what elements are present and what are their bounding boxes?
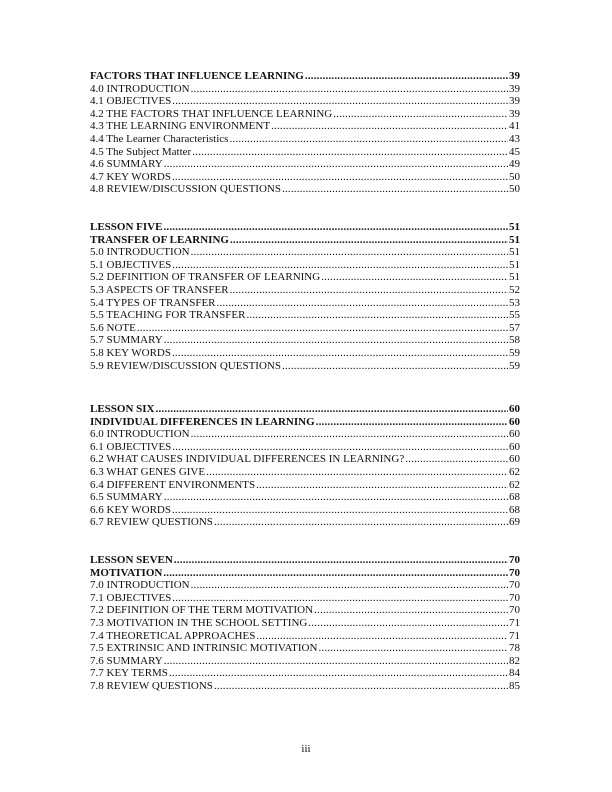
toc-entry-title: 6.4 DIFFERENT ENVIRONMENTS	[90, 478, 256, 491]
toc-entry-title: 5.7 SUMMARY	[90, 334, 163, 347]
toc-entry-page: 55	[509, 309, 520, 322]
dot-leader	[246, 309, 508, 322]
toc-entry-page: 62	[509, 465, 520, 478]
toc-entry-title: LESSON SIX	[90, 403, 155, 415]
dot-leader	[214, 680, 508, 693]
toc-entry-page: 51	[509, 258, 520, 271]
toc-entry-page: 62	[509, 478, 520, 491]
toc-entry[interactable]	[90, 171, 520, 184]
toc-entry-title: 5.0 INTRODUCTION	[90, 246, 190, 259]
toc-entry-page: 70	[509, 579, 520, 592]
dot-leader	[314, 604, 508, 617]
toc-entry-title: 5.2 DEFINITION OF TRANSFER OF LEARNING	[90, 271, 321, 284]
toc-entry-title: 4.5 The Subject Matter	[90, 145, 192, 158]
dot-leader	[318, 642, 508, 655]
dot-leader	[206, 466, 508, 479]
toc-entry[interactable]	[90, 592, 520, 605]
toc-entry-title: 4.7 KEY WORDS	[90, 170, 171, 183]
dot-leader	[164, 158, 508, 171]
toc-entry-title: 4.1 OBJECTIVES	[90, 95, 172, 108]
toc-entry[interactable]	[90, 334, 520, 347]
toc-entry[interactable]	[90, 667, 520, 680]
dot-leader	[282, 183, 508, 196]
toc-entry-title: 7.2 DEFINITION OF THE TERM MOTIVATION	[90, 604, 314, 617]
toc-entry-title: 5.8 KEY WORDS	[90, 346, 171, 359]
toc-section	[90, 554, 520, 693]
toc-entry[interactable]	[90, 259, 520, 272]
toc-entry-title: 7.0 INTRODUCTION	[90, 579, 190, 592]
toc-entry-title: LESSON FIVE	[90, 221, 163, 233]
dot-leader	[172, 259, 508, 272]
toc-entry-page: 60	[509, 440, 520, 453]
toc-entry[interactable]	[90, 491, 520, 504]
dot-leader	[172, 347, 508, 360]
toc-section	[90, 403, 520, 529]
toc-entry-title: 5.3 ASPECTS OF TRANSFER	[90, 283, 229, 296]
toc-entry-page: 70	[509, 566, 520, 579]
toc-entry-title: 7.5 EXTRINSIC AND INTRINSIC MOTIVATION	[90, 642, 318, 655]
toc-entry-title: 7.8 REVIEW QUESTIONS	[90, 679, 213, 692]
toc-entry-page: 69	[509, 516, 520, 529]
toc-entry-page: 53	[509, 296, 520, 309]
toc-entry[interactable]	[90, 83, 520, 96]
dot-leader	[316, 416, 508, 429]
dot-leader	[156, 403, 508, 416]
toc-entry-title: MOTIVATION	[90, 566, 163, 579]
toc-entry-page: 60	[509, 415, 520, 428]
dot-leader	[172, 592, 508, 605]
dot-leader	[405, 453, 508, 466]
toc-entry-page: 51	[509, 271, 520, 284]
dot-leader	[271, 120, 508, 133]
toc-entry-page: 70	[509, 604, 520, 617]
toc-entry-title: 5.4 TYPES OF TRANSFER	[90, 296, 216, 309]
dot-leader	[172, 171, 508, 184]
toc-entry[interactable]	[90, 95, 520, 108]
toc-entry[interactable]	[90, 642, 520, 655]
toc-entry-title: 6.7 REVIEW QUESTIONS	[90, 516, 213, 529]
dot-leader	[229, 133, 508, 146]
toc-entry-page: 60	[509, 403, 520, 415]
dot-leader	[308, 617, 508, 630]
toc-entry-page: 60	[509, 428, 520, 441]
toc-entry-page: 70	[509, 591, 520, 604]
toc-entry-title: 4.8 REVIEW/DISCUSSION QUESTIONS	[90, 183, 281, 196]
dot-leader	[164, 334, 508, 347]
toc-entry-page: 50	[509, 170, 520, 183]
toc-entry-title: 7.1 OBJECTIVES	[90, 591, 172, 604]
toc-entry-title: 6.1 OBJECTIVES	[90, 440, 172, 453]
toc-entry[interactable]	[90, 554, 520, 567]
toc-entry-title: 5.6 NOTE	[90, 321, 136, 334]
dot-leader	[163, 221, 508, 234]
dot-leader	[230, 284, 508, 297]
dot-leader	[282, 360, 508, 373]
dot-leader	[163, 567, 508, 580]
toc-entry-page: 49	[509, 158, 520, 171]
toc-entry[interactable]	[90, 504, 520, 517]
dot-leader	[164, 491, 508, 504]
toc-entry[interactable]	[90, 297, 520, 310]
toc-entry-page: 39	[509, 82, 520, 95]
toc-entry-page: 39	[509, 107, 520, 120]
dot-leader	[191, 83, 508, 96]
toc-entry-page: 51	[509, 233, 520, 246]
toc-entry-page: 82	[509, 654, 520, 667]
dot-leader	[137, 322, 508, 335]
dot-leader	[172, 441, 508, 454]
toc-entry-title: 4.4 The Learner Characteristics	[90, 132, 229, 145]
toc-entry-title: 4.6 SUMMARY	[90, 158, 163, 171]
toc-entry-page: 39	[509, 95, 520, 108]
toc-entry[interactable]	[90, 120, 520, 133]
toc-entry[interactable]	[90, 183, 520, 196]
toc-entry[interactable]	[90, 309, 520, 322]
toc-entry-page: 59	[509, 359, 520, 372]
toc-section	[90, 221, 520, 372]
toc-entry-page: 60	[509, 453, 520, 466]
toc-entry[interactable]	[90, 630, 520, 643]
toc-entry-title: 6.2 WHAT CAUSES INDIVIDUAL DIFFERENCES IN LEARNING?	[90, 453, 405, 466]
toc-entry-title: 7.7 KEY TERMS	[90, 667, 168, 680]
toc-entry-title: 5.9 REVIEW/DISCUSSION QUESTIONS	[90, 359, 281, 372]
toc-entry-page: 57	[509, 321, 520, 334]
dot-leader	[172, 95, 508, 108]
toc-entry-title: FACTORS THAT INFLUENCE LEARNING	[90, 70, 304, 82]
toc-entry[interactable]	[90, 655, 520, 668]
toc-entry-page: 71	[509, 616, 520, 629]
toc-entry-title: 6.3 WHAT GENES GIVE	[90, 465, 206, 478]
toc-entry-title: 6.5 SUMMARY	[90, 491, 163, 504]
toc-entry-page: 52	[509, 283, 520, 296]
toc-entry[interactable]	[90, 453, 520, 466]
dot-leader	[172, 504, 508, 517]
toc-entry[interactable]	[90, 246, 520, 259]
toc-entry-page: 39	[509, 70, 520, 82]
toc-entry-page: 70	[509, 554, 520, 566]
toc-entry-page: 85	[509, 679, 520, 692]
toc-entry-title: 7.4 THEORETICAL APPROACHES	[90, 629, 256, 642]
toc-entry[interactable]	[90, 108, 520, 121]
toc-entry[interactable]	[90, 158, 520, 171]
dot-leader	[321, 271, 508, 284]
toc-entry[interactable]	[90, 70, 520, 83]
toc-entry-page: 68	[509, 503, 520, 516]
dot-leader	[174, 554, 508, 567]
toc-entry-page: 45	[509, 145, 520, 158]
toc-entry[interactable]	[90, 234, 520, 247]
toc-entry-title: 4.3 THE LEARNING ENVIRONMENT	[90, 120, 271, 133]
toc-entry[interactable]	[90, 133, 520, 146]
dot-leader	[164, 655, 508, 668]
toc-entry[interactable]	[90, 284, 520, 297]
dot-leader	[305, 70, 508, 83]
toc-entry[interactable]	[90, 466, 520, 479]
dot-leader	[191, 246, 508, 259]
dot-leader	[214, 516, 508, 529]
dot-leader	[256, 479, 508, 492]
toc-entry-page: 43	[509, 132, 520, 145]
toc-entry-title: 7.6 SUMMARY	[90, 654, 163, 667]
toc-entry[interactable]	[90, 403, 520, 416]
toc-entry-title: INDIVIDUAL DIFFERENCES IN LEARNING	[90, 415, 315, 428]
toc-entry-page: 78	[509, 642, 520, 655]
toc-entry[interactable]	[90, 416, 520, 429]
toc-entry[interactable]	[90, 579, 520, 592]
toc-entry-title: LESSON SEVEN	[90, 554, 173, 566]
toc-entry-page: 51	[509, 221, 520, 233]
page-number: iii	[301, 743, 311, 755]
dot-leader	[230, 234, 508, 247]
toc-entry-title: 5.1 OBJECTIVES	[90, 258, 172, 271]
toc-entry-page: 71	[509, 629, 520, 642]
toc-entry[interactable]	[90, 479, 520, 492]
toc-entry[interactable]	[90, 360, 520, 373]
dot-leader	[256, 630, 508, 643]
toc-entry-title: 5.5 TEACHING FOR TRANSFER	[90, 309, 246, 322]
dot-leader	[217, 297, 508, 310]
dot-leader	[333, 108, 508, 121]
toc-entry-title: 7.3 MOTIVATION IN THE SCHOOL SETTING	[90, 616, 308, 629]
toc-entry[interactable]	[90, 271, 520, 284]
toc-entry-page: 84	[509, 667, 520, 680]
toc-entry-page: 50	[509, 183, 520, 196]
toc-entry[interactable]	[90, 322, 520, 335]
toc-entry[interactable]	[90, 347, 520, 360]
toc-entry-title: 6.0 INTRODUCTION	[90, 428, 190, 441]
toc-section	[90, 70, 520, 196]
dot-leader	[169, 667, 508, 680]
toc-entry[interactable]	[90, 428, 520, 441]
toc-entry-page: 51	[509, 246, 520, 259]
dot-leader	[192, 146, 508, 159]
toc-entry[interactable]	[90, 221, 520, 234]
toc-entry[interactable]	[90, 146, 520, 159]
toc-entry-title: 6.6 KEY WORDS	[90, 503, 171, 516]
dot-leader	[191, 579, 508, 592]
toc-entry[interactable]	[90, 604, 520, 617]
toc-entry[interactable]	[90, 516, 520, 529]
dot-leader	[191, 428, 508, 441]
toc-entry-page: 59	[509, 346, 520, 359]
toc-entry-page: 68	[509, 491, 520, 504]
toc-entry-title: 4.2 THE FACTORS THAT INFLUENCE LEARNING	[90, 107, 333, 120]
toc-entry[interactable]	[90, 617, 520, 630]
toc-entry-title: 4.0 INTRODUCTION	[90, 82, 190, 95]
toc-entry[interactable]	[90, 441, 520, 454]
toc-entry-page: 41	[509, 120, 520, 133]
toc-entry[interactable]	[90, 680, 520, 693]
toc-entry[interactable]	[90, 567, 520, 580]
toc-entry-title: TRANSFER OF LEARNING	[90, 233, 229, 246]
toc-entry-page: 58	[509, 334, 520, 347]
